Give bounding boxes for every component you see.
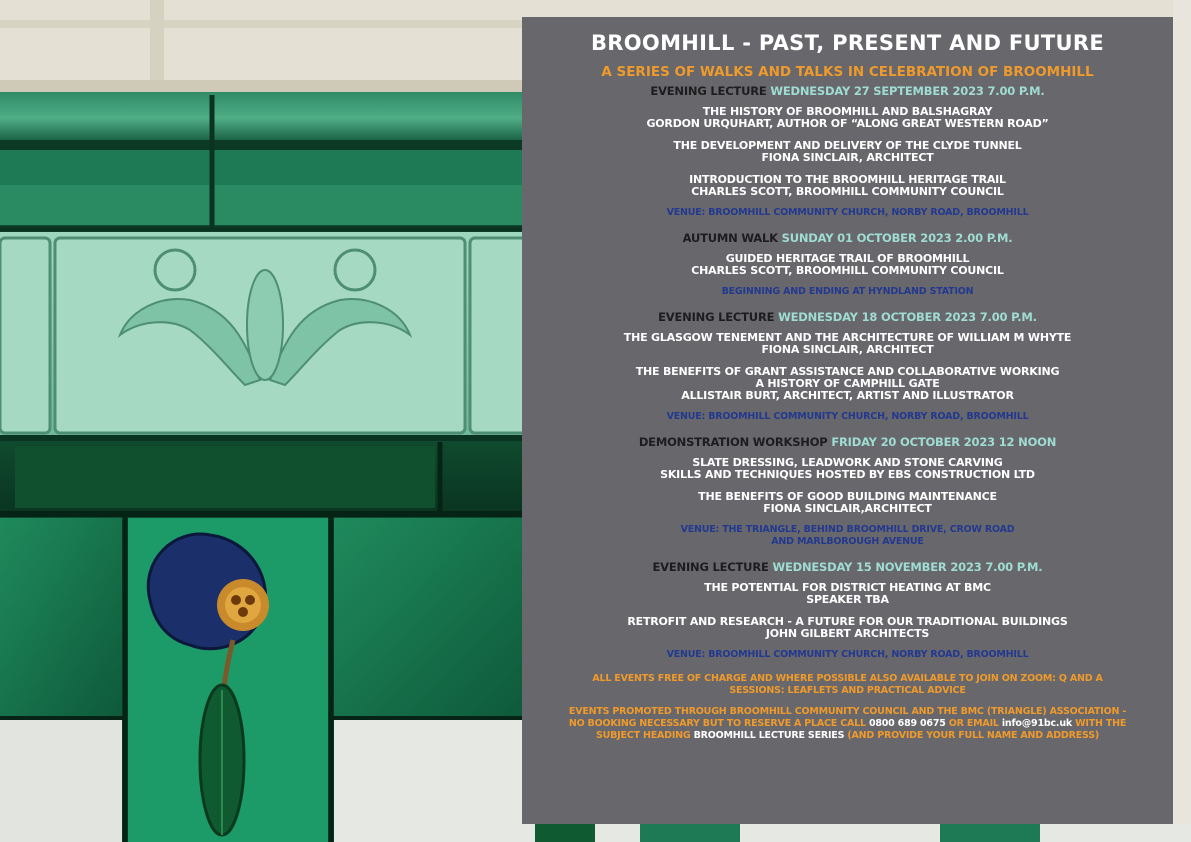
talk-title: GUIDED HERITAGE TRAIL OF BROOMHILL	[725, 252, 970, 265]
event-date: WEDNESDAY 15 NOVEMBER 2023 7.00 P.M.	[772, 560, 1043, 574]
talk-entry	[522, 616, 1173, 640]
event-venue	[522, 411, 1173, 423]
event-type: EVENING LECTURE	[658, 310, 775, 324]
event-date: FRIDAY 20 OCTOBER 2023 12 NOON	[831, 435, 1057, 449]
event-venue	[522, 207, 1173, 219]
talk-title: RETROFIT AND RESEARCH - A FUTURE FOR OUR TRADITIONAL BUILDINGS	[627, 615, 1068, 628]
talk-entry	[522, 332, 1173, 356]
event-header	[522, 435, 1173, 449]
venue-line: VENUE: BROOMHILL COMMUNITY CHURCH, NORBY ROAD, BROOMHILL	[666, 207, 1029, 218]
promo-text: EVENTS PROMOTED THROUGH BROOMHILL COMMUNITY COUNCIL AND THE BMC (TRIANGLE) ASSOCIATION - NO BOOKING NECESSARY BUT TO RESERVE A PLACE CALL	[568, 706, 1127, 729]
talk-entry	[522, 582, 1173, 606]
phone-number: 0800 689 0675	[868, 718, 946, 729]
talk-entry	[522, 174, 1173, 198]
event-header	[522, 231, 1173, 245]
event-header	[522, 84, 1173, 98]
talk-speaker: FIONA SINCLAIR,ARCHITECT	[763, 502, 932, 515]
talk-entry	[522, 491, 1173, 515]
event-header	[522, 310, 1173, 324]
talk-title: THE BENEFITS OF GRANT ASSISTANCE AND COLLABORATIVE WORKING	[635, 365, 1060, 378]
event-date: WEDNESDAY 27 SEPTEMBER 2023 7.00 P.M.	[770, 84, 1045, 98]
event-type: AUTUMN WALK	[682, 231, 778, 245]
page-subtitle: A SERIES OF WALKS AND TALKS IN CELEBRATION OF BROOMHILL	[601, 64, 1094, 80]
talk-speaker: SKILLS AND TECHNIQUES HOSTED BY EBS CONSTRUCTION LTD	[660, 468, 1035, 481]
event-date: WEDNESDAY 18 OCTOBER 2023 7.00 P.M.	[778, 310, 1037, 324]
talk-entry	[522, 366, 1173, 402]
talk-title: THE DEVELOPMENT AND DELIVERY OF THE CLYDE TUNNEL	[673, 139, 1022, 152]
event-venue	[522, 524, 1173, 548]
booking-note	[568, 706, 1128, 742]
page-title: BROOMHILL - PAST, PRESENT AND FUTURE	[591, 31, 1104, 55]
venue-line: VENUE: BROOMHILL COMMUNITY CHURCH, NORBY ROAD, BROOMHILL	[666, 649, 1029, 660]
provide-details-text: (AND PROVIDE YOUR FULL NAME AND ADDRESS)	[844, 730, 1100, 741]
talk-title: INTRODUCTION TO THE BROOMHILL HERITAGE TRAIL	[689, 173, 1006, 186]
talk-title: THE POTENTIAL FOR DISTRICT HEATING AT BMC	[704, 581, 991, 594]
talk-speaker: JOHN GILBERT ARCHITECTS	[765, 627, 930, 640]
event-venue	[522, 649, 1173, 661]
venue-line: VENUE: THE TRIANGLE, BEHIND BROOMHILL DRIVE, CROW ROAD	[680, 524, 1015, 535]
talk-speaker: FIONA SINCLAIR, ARCHITECT	[761, 151, 934, 164]
talk-entry	[522, 253, 1173, 277]
talk-speaker: CHARLES SCOTT, BROOMHILL COMMUNITY COUNCIL	[691, 185, 1004, 198]
talk-entry	[522, 457, 1173, 481]
event-date: SUNDAY 01 OCTOBER 2023 2.00 P.M.	[781, 231, 1013, 245]
talk-entry	[522, 106, 1173, 130]
venue-line: AND MARLBOROUGH AVENUE	[771, 536, 924, 547]
talk-speaker: ALLISTAIR BURT, ARCHITECT, ARTIST AND ILLUSTRATOR	[681, 389, 1014, 402]
event-type: EVENING LECTURE	[650, 84, 767, 98]
talk-title: THE HISTORY OF BROOMHILL AND BALSHAGRAY	[702, 105, 993, 118]
email-address: info@91bc.uk	[1001, 718, 1072, 729]
or-email-text: OR EMAIL	[945, 718, 1002, 729]
talk-entry	[522, 140, 1173, 164]
subject-intro-text: WITH THE SUBJECT HEADING	[595, 718, 1127, 741]
events-list	[522, 84, 1173, 661]
talk-title: THE GLASGOW TENEMENT AND THE ARCHITECTURE OF WILLIAM M WHYTE	[623, 331, 1072, 344]
talk-speaker: GORDON URQUHART, AUTHOR OF “ALONG GREAT WESTERN ROAD”	[646, 117, 1049, 130]
talk-speaker: SPEAKER TBA	[806, 593, 889, 606]
event-type: EVENING LECTURE	[652, 560, 769, 574]
talk-speaker: FIONA SINCLAIR, ARCHITECT	[761, 343, 934, 356]
event-programme-panel	[522, 17, 1173, 824]
event-venue	[522, 286, 1173, 298]
talk-speaker: CHARLES SCOTT, BROOMHILL COMMUNITY COUNCIL	[691, 264, 1004, 277]
talk-title: SLATE DRESSING, LEADWORK AND STONE CARVING	[692, 456, 1003, 469]
venue-line: BEGINNING AND ENDING AT HYNDLAND STATION	[721, 286, 974, 297]
free-of-charge-note: ALL EVENTS FREE OF CHARGE AND WHERE POSSIBLE ALSO AVAILABLE TO JOIN ON ZOOM: Q AND A SESSIONS: LEAFLETS AND PRACTICAL ADVICE	[592, 673, 1103, 696]
event-header	[522, 560, 1173, 574]
talk-speaker: A HISTORY OF CAMPHILL GATE	[755, 377, 940, 390]
subject-heading: BROOMHILL LECTURE SERIES	[693, 730, 845, 741]
talk-title: THE BENEFITS OF GOOD BUILDING MAINTENANCE	[698, 490, 997, 503]
event-type: DEMONSTRATION WORKSHOP	[638, 435, 828, 449]
venue-line: VENUE: BROOMHILL COMMUNITY CHURCH, NORBY ROAD, BROOMHILL	[666, 411, 1029, 422]
